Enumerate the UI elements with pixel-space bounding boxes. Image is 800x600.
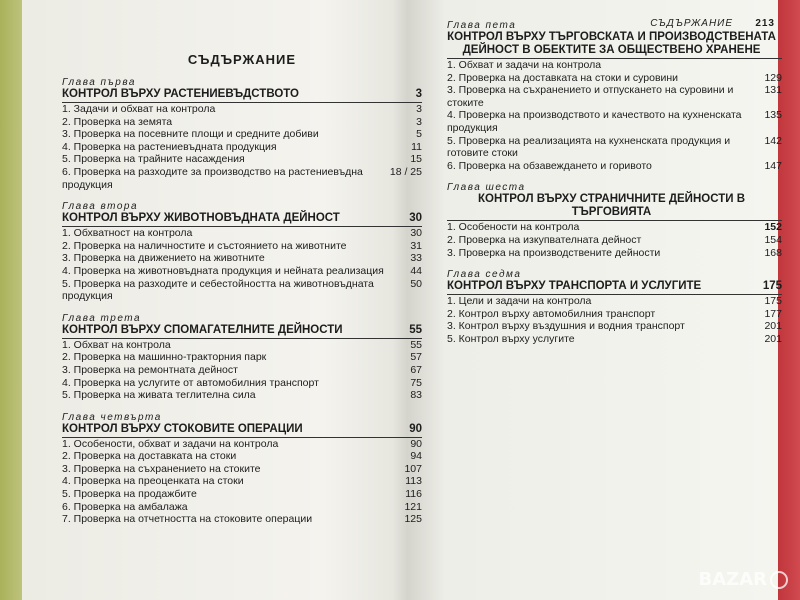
toc-entry xyxy=(447,135,782,160)
chapter-title xyxy=(62,324,422,339)
chapter-title-text: КОНТРОЛ ВЪРХУ ЖИВОТНОВЪДНАТА ДЕЙНОСТ xyxy=(62,212,340,225)
toc-entry-text: 5. Проверка на реализацията на кухненската продукция и готовите стоки xyxy=(447,134,731,160)
toc-entry-text: 6. Проверка на разходите за производство на растениевъдна продукция xyxy=(62,165,363,191)
toc-entry-page: 33 xyxy=(410,252,422,265)
toc-entry-page: 154 xyxy=(764,233,782,246)
chapter xyxy=(447,182,782,259)
toc-entry xyxy=(447,333,782,346)
toc-entry-page: 75 xyxy=(410,376,422,389)
toc-entry-text: 1. Особености, обхват и задачи на контрола xyxy=(62,437,279,450)
watermark-logo-icon xyxy=(770,571,788,589)
toc-entry xyxy=(62,103,422,116)
chapter-title-text: КОНТРОЛ ВЪРХУ СТРАНИЧНИТЕ ДЕЙНОСТИ В ТЪРГОВИЯТА xyxy=(477,193,746,219)
toc-entry xyxy=(62,364,422,377)
toc-entry-page: 31 xyxy=(410,239,422,252)
toc-entry-page: 5 xyxy=(416,128,422,141)
toc-entry-page: 168 xyxy=(764,246,782,259)
toc-entry-page: 44 xyxy=(410,264,422,277)
toc-entry-text: 5. Проверка на живата теглителна сила xyxy=(62,389,256,402)
chapter-label: Глава четвърта xyxy=(62,411,162,423)
toc-entry-page: 147 xyxy=(764,159,782,172)
toc-entry-text: 2. Проверка на машинно-тракторния парк xyxy=(62,351,267,364)
toc-entry-page: 175 xyxy=(764,295,782,308)
toc-entry xyxy=(62,141,422,154)
running-header-title: СЪДЪРЖАНИЕ xyxy=(650,18,733,29)
toc-entry-text: 5. Проверка на разходите и себестойността на животновъдната продукция xyxy=(62,277,374,303)
toc-entry xyxy=(447,221,782,234)
chapter-page: 3 xyxy=(415,88,422,100)
toc-entry-text: 3. Проверка на производствените дейности xyxy=(447,246,661,259)
chapter-label: Глава седма xyxy=(447,269,522,281)
chapter-title-text: КОНТРОЛ ВЪРХУ СТОКОВИТЕ ОПЕРАЦИИ xyxy=(62,422,303,435)
toc-entry-text: 4. Проверка на преоценката на стоки xyxy=(62,475,244,488)
page-number: 213 xyxy=(755,18,775,29)
toc-entry xyxy=(447,308,782,321)
toc-entry xyxy=(62,450,422,463)
toc-entry xyxy=(62,389,422,402)
toc-entry xyxy=(447,59,782,72)
toc-entry xyxy=(447,160,782,173)
toc-entry-page: 201 xyxy=(764,320,782,333)
toc-entry xyxy=(62,116,422,129)
toc-entry-page: 107 xyxy=(404,462,422,475)
toc-entry-page: 57 xyxy=(410,351,422,364)
chapter-title xyxy=(62,88,422,103)
toc-entry-text: 1. Обхватност на контрола xyxy=(62,227,193,240)
chapter-title xyxy=(62,212,422,227)
toc-entry-page: 142 xyxy=(764,134,782,147)
chapter-page: 55 xyxy=(409,323,422,336)
toc-entry-text: 6. Проверка на обзавеждането и горивото xyxy=(447,159,652,172)
chapter-page: 90 xyxy=(409,422,422,435)
toc-entry-page: 121 xyxy=(404,500,422,513)
toc-entry-page: 83 xyxy=(410,389,422,402)
toc-entry-text: 1. Особености на контрола xyxy=(447,221,580,234)
toc-entry xyxy=(62,265,422,278)
toc-entry-text: 4. Проверка на животновъдната продукция и нейната реализация xyxy=(62,264,384,277)
toc-entry-text: 6. Проверка на амбалажа xyxy=(62,500,188,513)
chapter-label: Глава първа xyxy=(62,77,136,88)
toc-entry-page: 116 xyxy=(405,488,422,501)
toc-entry xyxy=(62,501,422,514)
toc-title: СЪДЪРЖАНИЕ xyxy=(187,52,297,67)
toc-entry-page: 18 / 25 xyxy=(389,165,422,178)
chapter-title-text: КОНТРОЛ ВЪРХУ ТРАНСПОРТА И УСЛУГИТЕ xyxy=(447,280,702,293)
right-toc xyxy=(447,0,782,346)
toc-entry xyxy=(62,278,422,303)
chapter-title xyxy=(447,280,782,295)
chapter xyxy=(62,77,422,191)
toc-entry xyxy=(62,252,422,265)
toc-entry-text: 7. Проверка на отчетността на стоковите операции xyxy=(62,513,313,526)
chapter-label: Глава шеста xyxy=(447,182,526,194)
chapter-title-text: КОНТРОЛ ВЪРХУ РАСТЕНИЕВЪДСТВОТО xyxy=(62,88,299,100)
toc-entry-page: 113 xyxy=(405,475,422,488)
toc-entry-page: 94 xyxy=(410,450,422,463)
toc-entry-page: 177 xyxy=(764,307,782,320)
toc-entry-page: 3 xyxy=(416,103,422,115)
toc-entry-text: 2. Проверка на изкупвателната дейност xyxy=(447,233,642,246)
toc-entry-page: 3 xyxy=(416,115,422,128)
toc-entry xyxy=(447,295,782,308)
watermark-text: BAZAR xyxy=(698,569,767,590)
toc-entry-text: 2. Проверка на земята xyxy=(62,115,173,128)
toc-entry xyxy=(62,475,422,488)
toc-entry-page: 201 xyxy=(764,332,782,345)
chapter-title-text: КОНТРОЛ ВЪРХУ СПОМАГАТЕЛНИТЕ ДЕЙНОСТИ xyxy=(62,323,343,336)
left-toc xyxy=(62,77,422,526)
toc-entry-page: 67 xyxy=(410,363,422,376)
chapter-title xyxy=(447,31,782,59)
toc-entry-text: 2. Контрол върху автомобилния транспорт xyxy=(447,307,656,320)
toc-entry-text: 3. Проверка на съхранението и отпускането на суровини и стоките xyxy=(447,84,734,109)
toc-entry-text: 1. Обхват на контрола xyxy=(62,338,171,351)
toc-entry-text: 1. Обхват и задачи на контрола xyxy=(447,59,602,71)
chapter xyxy=(62,313,422,402)
toc-entry-text: 4. Проверка на производството и качеството на кухненската продукция xyxy=(447,109,742,134)
toc-entry xyxy=(62,240,422,253)
toc-entry-text: 1. Цели и задачи на контрола xyxy=(447,295,592,308)
toc-entry-text: 3. Проверка на ремонтната дейност xyxy=(62,363,238,376)
toc-entry-text: 4. Проверка на услугите от автомобилния транспорт xyxy=(62,376,319,389)
toc-entry-text: 5. Проверка на продажбите xyxy=(62,488,197,501)
toc-entry xyxy=(62,128,422,141)
chapter-page: 30 xyxy=(409,212,422,225)
toc-entry-text: 4. Проверка на растениевъдната продукция xyxy=(62,140,277,153)
toc-entry xyxy=(62,227,422,240)
toc-entry-text: 3. Контрол върху въздушния и водния транспорт xyxy=(447,320,685,333)
watermark xyxy=(699,569,789,590)
toc-entry-text: 2. Проверка на доставката на стоки xyxy=(62,450,237,463)
toc-entry xyxy=(62,513,422,526)
toc-entry-text: 2. Проверка на наличностите и състоянието на животните xyxy=(62,239,347,252)
toc-entry xyxy=(62,438,422,451)
toc-entry-page: 152 xyxy=(764,221,782,234)
toc-entry xyxy=(62,351,422,364)
toc-entry xyxy=(447,109,782,134)
toc-entry-text: 2. Проверка на доставката на стоки и суровини xyxy=(447,71,679,84)
chapter xyxy=(62,201,422,303)
toc-entry-page: 131 xyxy=(764,84,782,97)
chapter-label: Глава втора xyxy=(62,201,139,213)
open-book xyxy=(22,0,782,600)
chapter-title xyxy=(62,423,422,438)
chapter-label: Глава трета xyxy=(62,312,142,324)
left-page xyxy=(62,0,422,600)
toc-entry-text: 5. Контрол върху услугите xyxy=(447,332,575,345)
chapter-title-text: КОНТРОЛ ВЪРХУ ТЪРГОВСКАТА И ПРОИЗВОДСТВЕНАТА ДЕЙНОСТ В ОБЕКТИТЕ ЗА ОБЩЕСТВЕНО ХРАНЕНЕ xyxy=(447,31,776,56)
toc-entry-page: 30 xyxy=(410,227,422,240)
toc-entry-page: 50 xyxy=(410,277,422,290)
toc-entry xyxy=(62,377,422,390)
chapter xyxy=(447,20,782,172)
chapter xyxy=(447,269,782,345)
chapter-title xyxy=(447,193,782,221)
toc-entry-text: 3. Проверка на съхранението на стоките xyxy=(62,462,261,475)
toc-entry-page: 135 xyxy=(764,109,782,122)
chapter-label: Глава пета xyxy=(447,20,517,31)
toc-entry xyxy=(62,166,422,191)
toc-entry xyxy=(447,234,782,247)
toc-entry-page: 125 xyxy=(404,513,422,526)
toc-entry-text: 5. Проверка на трайните насаждения xyxy=(62,153,245,166)
toc-entry-page: 129 xyxy=(764,71,782,84)
toc-entry-text: 3. Проверка на посевните площи и средните добиви xyxy=(62,128,319,141)
toc-entry xyxy=(62,488,422,501)
toc-entry xyxy=(62,463,422,476)
toc-entry xyxy=(447,247,782,260)
chapter xyxy=(62,412,422,526)
toc-entry xyxy=(62,339,422,352)
toc-entry-page: 55 xyxy=(410,338,422,351)
toc-entry-page: 15 xyxy=(410,153,422,166)
toc-entry xyxy=(447,84,782,109)
toc-entry-text: 3. Проверка на движението на животните xyxy=(62,252,265,265)
toc-entry xyxy=(62,153,422,166)
toc-entry-page: 11 xyxy=(411,140,422,153)
toc-entry-page: 90 xyxy=(410,437,422,450)
toc-entry xyxy=(447,72,782,85)
toc-entry-text: 1. Задачи и обхват на контрола xyxy=(62,103,216,115)
toc-entry xyxy=(447,320,782,333)
chapter-page: 175 xyxy=(762,280,782,293)
right-page xyxy=(447,0,782,600)
